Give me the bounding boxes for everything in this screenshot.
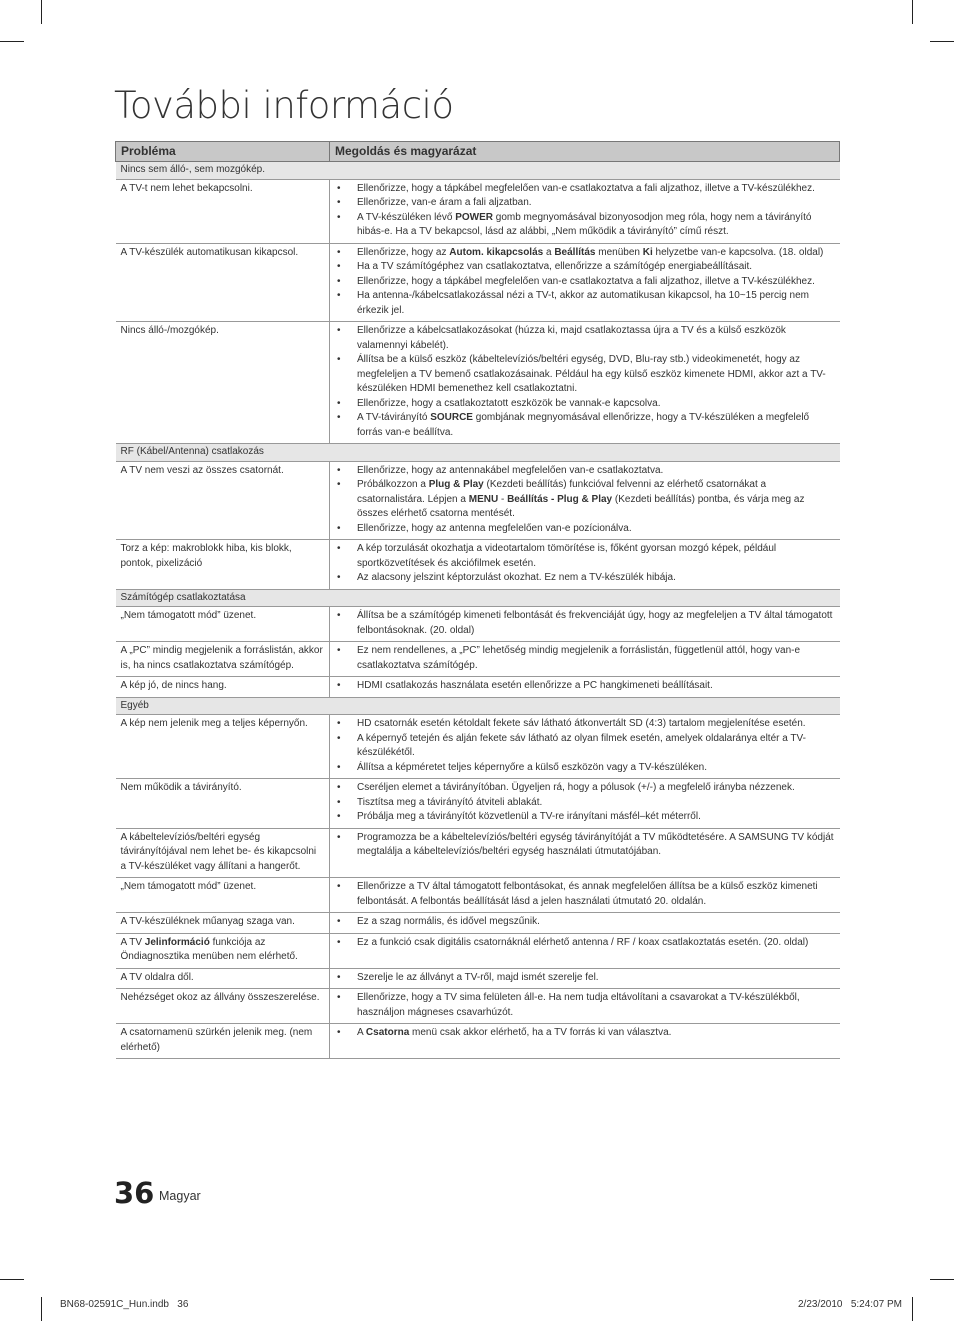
solution-list: [335, 1026, 835, 1041]
solution-item: • A TV-távirányító SOURCE gombjának megnyomásával ellenőrizze, hogy a TV-készüléken a megfelelő forrás van-e beállítva.: [357, 411, 835, 440]
solution-item: • A kép torzulását okozhatja a videotartalom tömörítése is, főként gyorsan mozgó képek, például sportközvetítések és akciófilmek esetén.: [357, 542, 835, 571]
crop-mark: [0, 41, 24, 42]
solution-list: [335, 936, 835, 951]
table-row: [116, 461, 840, 540]
table-row: [116, 642, 840, 677]
solution-list: [335, 831, 835, 860]
solution-cell: [330, 540, 840, 590]
solution-item: • Ellenőrizze a TV által támogatott felbontásokat, és annak megfelelően állítsa be a külső eszköz kimeneti felbontását. A felbontás beállítását lásd a jelen használati útmutató 20. oldalán.: [357, 880, 835, 909]
section-header-row: [116, 444, 840, 462]
solution-cell: [330, 933, 840, 968]
page-title: További információ: [114, 84, 454, 127]
solution-cell: [330, 607, 840, 642]
footer-file-info: BN68-02591C_Hun.indb 36: [60, 1299, 189, 1310]
solution-item: • Ez a szag normális, és idővel megszűnik.: [357, 915, 835, 930]
column-header-solution: Megoldás és magyarázat: [330, 142, 840, 162]
solution-cell: [330, 322, 840, 444]
solution-item: • A Csatorna menü csak akkor elérhető, ha a TV forrás ki van választva.: [357, 1026, 835, 1041]
section-title: Egyéb: [116, 697, 840, 715]
solution-item: • Tisztítsa meg a távirányító átviteli ablakát.: [357, 796, 835, 811]
page-number: 36: [114, 1176, 155, 1210]
solution-item: • Állítsa be a számítógép kimeneti felbontását és frekvenciáját úgy, hogy az megfeleljen a TV által támogatott felbontásoknak. (20. oldal): [357, 609, 835, 638]
table-header-row: [116, 142, 840, 162]
table-row: [116, 1024, 840, 1059]
table-row: [116, 322, 840, 444]
problem-cell: A „PC” mindig megjelenik a forráslistán, akkor is, ha nincs csatlakoztatva számítógép.: [116, 642, 330, 677]
table-row: [116, 677, 840, 698]
solution-item: • Ellenőrizze, van-e áram a fali aljzatban.: [357, 196, 835, 211]
solution-list: [335, 464, 835, 537]
solution-cell: [330, 989, 840, 1024]
section-header-row: [116, 162, 840, 180]
problem-cell: A kábeltelevíziós/beltéri egység távirányítójával nem lehet be- és kikapcsolni a TV-készüléket vagy állítani a hangerőt.: [116, 828, 330, 878]
solution-cell: [330, 243, 840, 322]
table-row: [116, 179, 840, 243]
crop-mark: [930, 1279, 954, 1280]
crop-mark: [41, 0, 42, 24]
solution-item: • Ellenőrizze a kábelcsatlakozásokat (húzza ki, majd csatlakoztassa újra a TV és a külső eszközök valamennyi kábelét).: [357, 324, 835, 353]
solution-cell: [330, 878, 840, 913]
problem-cell: Torz a kép: makroblokk hiba, kis blokk, pontok, pixelizáció: [116, 540, 330, 590]
solution-list: [335, 717, 835, 775]
section-title: RF (Kábel/Antenna) csatlakozás: [116, 444, 840, 462]
table-row: [116, 715, 840, 779]
solution-cell: [330, 913, 840, 934]
solution-item: • Ez nem rendellenes, a „PC” lehetőség mindig megjelenik a forráslistán, függetlenül attól, hogy van-e csatlakoztatva számítógép.: [357, 644, 835, 673]
solution-list: [335, 644, 835, 673]
solution-item: • Programozza be a kábeltelevíziós/beltéri egység távirányítóját a TV működtetésére. A SAMSUNG TV kódját megtalálja a kábeltelevíziós/beltéri egység használati útmutatójában.: [357, 831, 835, 860]
crop-mark: [912, 1297, 913, 1321]
solution-item: • HDMI csatlakozás használata esetén ellenőrizze a PC hangkimeneti beállításait.: [357, 679, 835, 694]
solution-item: • Ellenőrizze, hogy a csatlakoztatott eszközök be vannak-e kapcsolva.: [357, 397, 835, 412]
problem-cell: Nem működik a távirányító.: [116, 779, 330, 829]
problem-cell: A TV nem veszi az összes csatornát.: [116, 461, 330, 540]
solution-item: • Ellenőrizze, hogy a TV sima felületen áll-e. Ha nem tudja eltávolítani a csavarokat a TV-készülékből, használjon mágneses csavarhúzót.: [357, 991, 835, 1020]
solution-item: • Ha a TV számítógéphez van csatlakoztatva, ellenőrizze a számítógép energiabeállításait.: [357, 260, 835, 275]
column-header-problem: Probléma: [116, 142, 330, 162]
section-title: Nincs sem álló-, sem mozgókép.: [116, 162, 840, 180]
problem-cell: A kép jó, de nincs hang.: [116, 677, 330, 698]
section-title: Számítógép csatlakoztatása: [116, 589, 840, 607]
crop-mark: [41, 1297, 42, 1321]
crop-mark: [0, 1279, 24, 1280]
solution-item: • Ellenőrizze, hogy az Autom. kikapcsolás a Beállítás menüben Ki helyzetbe van-e kapcsolva. (18. oldal): [357, 246, 835, 261]
problem-cell: A TV oldalra dől.: [116, 968, 330, 989]
solution-item: • A TV-készüléken lévő POWER gomb megnyomásával bizonyosodjon meg róla, hogy nem a távirányító hibás-e. Ha a TV bekapcsol, lásd az alábbi, „Nem működik a távirányító” című részt.: [357, 211, 835, 240]
problem-cell: A TV-készülék automatikusan kikapcsol.: [116, 243, 330, 322]
problem-cell: A csatornamenü szürkén jelenik meg. (nem elérhető): [116, 1024, 330, 1059]
problem-cell: A TV-készüléknek műanyag szaga van.: [116, 913, 330, 934]
solution-item: • Szerelje le az állványt a TV-ről, majd ismét szerelje fel.: [357, 971, 835, 986]
solution-cell: [330, 677, 840, 698]
solution-cell: [330, 461, 840, 540]
table-row: [116, 989, 840, 1024]
table-row: [116, 968, 840, 989]
solution-list: [335, 609, 835, 638]
solution-item: • Ez a funkció csak digitális csatornáknál elérhető antenna / RF / koax csatlakoztatás esetén. (20. oldal): [357, 936, 835, 951]
troubleshooting-table: [115, 141, 840, 1059]
solution-cell: [330, 715, 840, 779]
table-row: [116, 540, 840, 590]
solution-list: [335, 971, 835, 986]
table-row: [116, 933, 840, 968]
section-header-row: [116, 697, 840, 715]
solution-item: • Állítsa be a külső eszköz (kábeltelevíziós/beltéri egység, DVD, Blu-ray stb.) videokimenetét, hogy az megfeleljen a TV bemenő csatlakozásainak. Például ha egy külső eszköz kimenete HDMI, akkor azt a TV-készüléken HDMI bemenethez kell csatlakoztatni.: [357, 353, 835, 397]
problem-cell: „Nem támogatott mód” üzenet.: [116, 607, 330, 642]
solution-cell: [330, 779, 840, 829]
solution-list: [335, 182, 835, 240]
table-body: [116, 162, 840, 1059]
solution-item: • Az alacsony jelszint képtorzulást okozhat. Ez nem a TV-készülék hibája.: [357, 571, 835, 586]
solution-cell: [330, 179, 840, 243]
solution-item: • Ha antenna-/kábelcsatlakozással nézi a TV-t, akkor az automatikusan kikapcsol, ha 10~15 percig nem érkezik jel.: [357, 289, 835, 318]
solution-list: [335, 915, 835, 930]
solution-item: • Ellenőrizze, hogy az antenna megfelelően van-e pozícionálva.: [357, 522, 835, 537]
solution-list: [335, 880, 835, 909]
solution-list: [335, 679, 835, 694]
crop-mark: [912, 0, 913, 24]
problem-cell: A TV Jelinformáció funkciója az Öndiagnosztika menüben nem elérhető.: [116, 933, 330, 968]
solution-item: • Állítsa a képméretet teljes képernyőre a külső eszközön vagy a TV-készüléken.: [357, 761, 835, 776]
solution-item: • Próbálkozzon a Plug & Play (Kezdeti beállítás) funkcióval felvenni az elérhető csatornákat a csatornalistára. Lépjen a MENU - Beállítás - Plug & Play (Kezdeti beállítás) pontba, és várja meg az összes elérhető csatorna mentését.: [357, 478, 835, 522]
solution-item: • Ellenőrizze, hogy a tápkábel megfelelően van-e csatlakoztatva a fali aljzathoz, illetve a TV-készülékhez.: [357, 182, 835, 197]
solution-cell: [330, 642, 840, 677]
solution-list: [335, 542, 835, 586]
table-row: [116, 828, 840, 878]
problem-cell: A kép nem jelenik meg a teljes képernyőn.: [116, 715, 330, 779]
solution-list: [335, 991, 835, 1020]
table-row: [116, 779, 840, 829]
solution-cell: [330, 1024, 840, 1059]
section-header-row: [116, 589, 840, 607]
problem-cell: „Nem támogatott mód” üzenet.: [116, 878, 330, 913]
solution-item: • Ellenőrizze, hogy a tápkábel megfelelően van-e csatlakoztatva a fali aljzathoz, illetve a TV-készülékhez.: [357, 275, 835, 290]
solution-cell: [330, 968, 840, 989]
solution-item: • HD csatornák esetén kétoldalt fekete sáv látható átkonvertált SD (4:3) tartalom megjelenítése esetén.: [357, 717, 835, 732]
problem-cell: Nehézséget okoz az állvány összeszerelése.: [116, 989, 330, 1024]
table-row: [116, 607, 840, 642]
solution-list: [335, 324, 835, 440]
solution-item: • Cseréljen elemet a távirányítóban. Ügyeljen rá, hogy a pólusok (+/-) a megfelelő irányba nézzenek.: [357, 781, 835, 796]
solution-cell: [330, 828, 840, 878]
solution-list: [335, 246, 835, 319]
page-language: Magyar: [159, 1189, 201, 1203]
table-row: [116, 878, 840, 913]
footer-timestamp: 2/23/2010 5:24:07 PM: [798, 1299, 902, 1310]
problem-cell: Nincs álló-/mozgókép.: [116, 322, 330, 444]
solution-item: • Próbálja meg a távirányítót közvetlenül a TV-re irányítani másfél–két méterről.: [357, 810, 835, 825]
table-row: [116, 913, 840, 934]
solution-item: • Ellenőrizze, hogy az antennakábel megfelelően van-e csatlakoztatva.: [357, 464, 835, 479]
solution-item: • A képernyő tetején és alján fekete sáv látható az olyan filmek esetén, amelyek oldalaránya eltér a TV-készülékétől.: [357, 732, 835, 761]
solution-list: [335, 781, 835, 825]
crop-mark: [930, 41, 954, 42]
problem-cell: A TV-t nem lehet bekapcsolni.: [116, 179, 330, 243]
table-row: [116, 243, 840, 322]
